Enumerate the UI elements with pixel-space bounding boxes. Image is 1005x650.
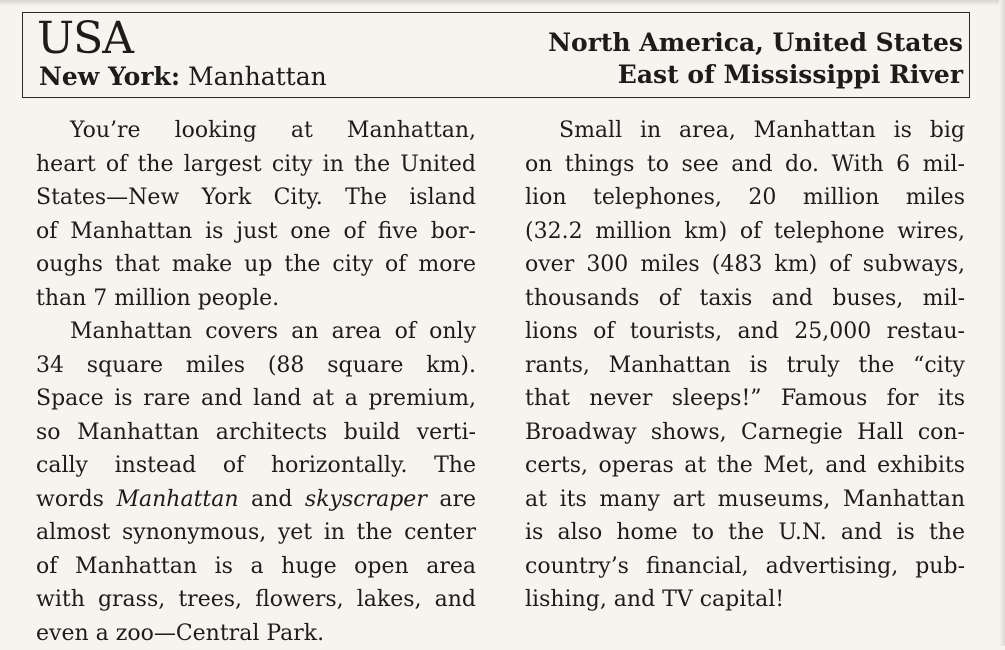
header-box — [22, 12, 970, 98]
text-line: at its many art museums, Manhattan — [525, 483, 965, 517]
text-line: oughs that make up the city of more — [36, 248, 476, 282]
left-column — [36, 114, 476, 650]
text-line: 34 square miles (88 square km). — [36, 349, 476, 383]
city-name: New York: — [39, 62, 180, 91]
text-line: of Manhattan is just one of five bor- — [36, 215, 476, 249]
text-line: thousands of taxis and buses, mil- — [525, 282, 965, 316]
text-line: even a zoo—Central Park. — [36, 617, 476, 650]
text-line: lishing, and TV capital! — [525, 583, 965, 617]
text-line: Space is rare and land at a premium, — [36, 382, 476, 416]
text-line: rants, Manhattan is truly the “city — [525, 349, 965, 383]
text-line: lion telephones, 20 million miles — [525, 181, 965, 215]
text-line: lions of tourists, and 25,000 restau- — [525, 315, 965, 349]
right-paragraph-1 — [525, 114, 965, 617]
text-line: heart of the largest city in the United — [36, 148, 476, 182]
region-line-2: East of Mississippi River — [548, 59, 963, 91]
country-title: USA — [37, 15, 133, 63]
left-paragraph-2 — [36, 315, 476, 650]
city-subtitle — [39, 63, 327, 91]
italic-term-manhattan: Manhattan — [116, 487, 238, 512]
text-line: States—New York City. The island — [36, 181, 476, 215]
italic-term-skyscraper: skyscraper — [305, 487, 427, 512]
text-line: Manhattan covers an area of only — [36, 315, 476, 349]
text-line: that never sleeps!” Famous for its — [525, 382, 965, 416]
text-line: You’re looking at Manhattan, — [36, 114, 476, 148]
text-line: country’s financial, advertising, pub- — [525, 550, 965, 584]
text-line: of Manhattan is a huge open area — [36, 550, 476, 584]
text-fragment: words — [36, 487, 116, 512]
city-district: Manhattan — [180, 62, 327, 91]
text-line: than 7 million people. — [36, 282, 476, 316]
text-line: cally instead of horizontally. The — [36, 449, 476, 483]
text-line: is also home to the U.N. and is the — [525, 516, 965, 550]
region-line-1: North America, United States — [548, 27, 963, 59]
text-line: Small in area, Manhattan is big — [525, 114, 965, 148]
text-line: with grass, trees, flowers, lakes, and — [36, 583, 476, 617]
left-paragraph-1 — [36, 114, 476, 315]
text-line: (32.2 million km) of telephone wires, — [525, 215, 965, 249]
text-line: over 300 miles (483 km) of subways, — [525, 248, 965, 282]
text-line: Broadway shows, Carnegie Hall con- — [525, 416, 965, 450]
text-line: almost synonymous, yet in the center — [36, 516, 476, 550]
text-line: on things to see and do. With 6 mil- — [525, 148, 965, 182]
page-edge-top — [0, 0, 1005, 6]
text-line: so Manhattan architects build verti- — [36, 416, 476, 450]
text-line: certs, operas at the Met, and exhibits — [525, 449, 965, 483]
region-info — [548, 27, 963, 91]
right-column — [525, 114, 965, 617]
text-line — [36, 483, 476, 517]
text-fragment: are — [427, 487, 476, 512]
page-edge-right — [999, 0, 1005, 646]
text-fragment: and — [239, 487, 305, 512]
